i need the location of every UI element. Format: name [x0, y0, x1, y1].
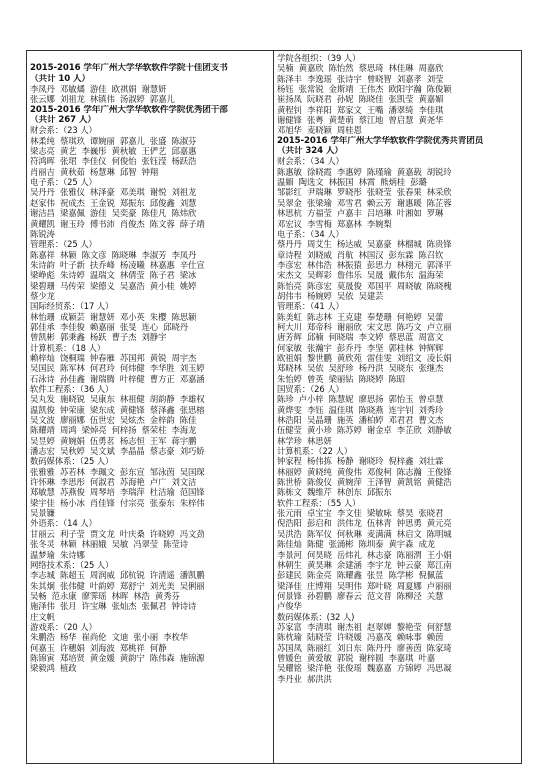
name-list-line: 彭建民 陈金亮 陈耀鑫 张昱 陈学彬 倪佩蓝 — [277, 570, 444, 581]
name-list-line: 苏家富 李清琪 谢杰祖 赵翠婵 黎艳莹 何舒慧 — [277, 621, 452, 632]
name-list-line: 谢健锋 张粤 黄楚萌 蔡江地 曾启慧 黄尧华 — [277, 115, 444, 126]
name-list-line: 章诗程 刘晓威 肖航 林国汉 彭东霖 陈召钦 — [277, 249, 444, 260]
department-heading: 电子系：（25 人） — [30, 177, 97, 188]
name-list-line: 苏国凤 陈丽红 刘日东 陈丹丹 廖善茵 陈家琦 — [277, 642, 452, 653]
name-list-line: 陈世桥 陈俊仪 黄婉萍 王泽智 黄凯铭 黄健浩 — [277, 477, 452, 488]
name-list-line: 邓旭华 麦晓颖 周桂恩 — [277, 125, 362, 136]
name-list-line: 肖丽吉 黄秋茹 杨慧琳 邱智 钟翔 — [30, 166, 159, 177]
name-list-line: 张雅雅 苏若林 李珮文 彭东宣 邹泳茵 吴国琛 — [30, 466, 205, 477]
name-list-line: 张元雨 卓宝宝 李文佳 梁敏咏 蔡昊 张晓君 — [277, 508, 444, 519]
name-list-line: 温媚 陶选文 林振国 林霄 熊炳桂 彭璐 — [277, 177, 427, 188]
name-list-line: 庄文帆 — [30, 611, 55, 622]
name-list-line: 甘丽云 利子莹 贾文龙 叶庆桑 许晓婷 冯文劲 — [30, 528, 205, 539]
section-title: 2015-2016 学年广州大学华软软件学院十佳团支书 — [30, 63, 228, 74]
name-list-line: 吴畅 范永康 廖霁瑶 林晖 林浩 黄秀芬 — [30, 590, 180, 601]
department-heading: 计算机系：（18 人） — [30, 342, 106, 353]
name-list-line: 梁志亮 黄艺 李巍彤 黄秋敏 王俨艺 邱嘉惠 — [30, 146, 197, 157]
department-heading: 网络技术系：（25 人） — [30, 559, 114, 570]
name-list-line: 林学珍 林思妍 — [277, 435, 332, 446]
right-column — [274, 51, 521, 763]
department-heading: 国贸系：（26 人） — [277, 384, 344, 394]
name-list-line: 温凯俊 钟荣康 梁东成 黄健锋 蔡泽鑫 张思榕 — [30, 404, 205, 415]
section-title: （共计 324 人） — [277, 146, 343, 157]
name-list-line: 林思杭 方福莹 卢嘉丰 吕培琳 叶湘如 罗琳 — [277, 208, 444, 219]
department-heading: 管理系：（41 人） — [277, 301, 344, 312]
department-heading: 游戏系：（20 人） — [30, 621, 97, 632]
name-list-line: 梁毅鸿 植政 — [30, 663, 77, 674]
name-list-line: 吴楠 黄嘉欣 陈怡然 蔡思琦 林佳琳 周嘉欣 — [277, 63, 444, 74]
name-list-line: 吴翠金 张梁瑜 邓雪君 赖云芳 谢惠暖 陈芷蓉 — [277, 197, 452, 208]
name-list-line: 邓宏议 李雪梅 郑嘉林 李婉梨 — [277, 218, 392, 229]
name-list-line: 宋杰文 吴辉彩 詹伟乐 吴晟 戴伟东 温海荣 — [277, 270, 444, 281]
name-list-line: 何家敏 张瀚宇 彭乔丹 李坚 郭桂林 钟辉辉 — [277, 342, 444, 353]
name-list-line: 许怀琳 李思彤 何淑君 苏海艳 卢广 刘文洁 — [30, 477, 197, 488]
name-list-line: 陈锐涛 — [30, 228, 55, 239]
document-sheet — [26, 50, 522, 764]
department-heading: 管理系：（25 人） — [30, 239, 97, 250]
name-list-line: 朱怡婷 曾英 梁丽钻 陈晓婷 陈昭 — [277, 373, 406, 384]
name-list-line: 陈栋文 魏维芹 林创东 邱振东 — [277, 487, 392, 498]
name-list-line: 李彦宏 林伟浩 林振猿 彭思力 林栩元 郭泽平 — [277, 259, 452, 270]
name-list-line: 吴昱婷 黄婉娟 伍勇茗 杨志恒 王军 蒋宇鹏 — [30, 435, 197, 446]
name-list-line: 梁碧珊 马传荣 梁德义 吴嘉浩 黄小桂 姚婷 — [30, 280, 197, 291]
name-list-line: 陈惠敏 徐晓霞 李惠婷 陈瑾瑜 黄嘉载 胡锐玲 — [277, 166, 452, 177]
name-list-line: 林柔纯 蔡琪玖 谭婉丽 郭嘉儿 张盛 陈淑芬 — [30, 135, 197, 146]
name-list-line: 朱鹏浩 杨华 崔尚伦 文迪 张小丽 李枚华 — [30, 632, 189, 643]
name-list-line: 曾凯彬 郭秉鑫 杨跃 曹子杰 刘静宇 — [30, 332, 167, 343]
name-list-line: 唐芳辉 邱楠 何晓瑞 李文婷 蔡思蓝 周富文 — [277, 332, 444, 343]
blank-line — [30, 53, 270, 63]
name-list-line: 蔡丹丹 周艾生 杨达威 吴嘉豪 林榴城 陈贵锋 — [277, 239, 452, 250]
name-list-line: 陈枕瑜 陆晓莹 许晓媛 冯嘉茂 赖咏事 赖茵 — [277, 632, 444, 643]
name-list-line: 张冬灵 林颖 林丽娥 吴敏 冯翠莹 陈莹诗 — [30, 539, 189, 550]
name-list-line: 倪浩阳 彭启和 洪伟龙 伍林青 钟思勇 黄元亮 — [277, 518, 452, 529]
name-list-line: 黄耀凯 谢玉玲 傅书沛 肖俊杰 陈文蓉 薛子靖 — [30, 218, 205, 229]
name-list-line: 吴国民 陈军林 何君玲 何炜健 李华胜 刘玉婷 — [30, 363, 205, 374]
name-list-line: 潘志宏 吴秋婷 吴文斌 李晶晶 蔡志豪 刘巧娇 — [30, 446, 205, 457]
name-list-line: 石泳诗 孙佳鑫 谢瑞腾 叶梓健 曹方正 邓嘉涵 — [30, 373, 205, 384]
name-list-line: 符鸿晖 张珺 李佳仪 何俊怡 张钰滢 杨跃浩 — [30, 156, 197, 167]
name-list-line: 欧祖娟 黎世鹏 黄欣苑 雷佳雯 刘绍文 凌长娟 — [277, 352, 452, 363]
name-list-line: 李丹业 郝洪洪 — [277, 673, 332, 684]
name-list-line: 陈耀靖 周鸿 梁焯亮 何梓扬 蔡荣柱 李海龙 — [30, 425, 197, 436]
department-heading: 学院各组织：（39 人） — [277, 53, 361, 63]
name-list-line: 郭佳承 李佳俊 赖嘉丽 张旻 连心 邱晓丹 — [30, 321, 189, 332]
name-list-line: 陈泽丰 李逸瑶 张诗宇 曾晓智 刘嘉孝 刘莹 — [277, 73, 444, 84]
name-list-line: 胡伟韦 杨婉婷 吴依 吴建芸 — [277, 290, 384, 301]
name-list-line: 梁宇佳 杨小冰 肖佳锋 付宗亮 张泰东 朱梓伟 — [30, 497, 205, 508]
name-list-line: 吴文波 廖丽娜 伍世宏 吴炫杰 金梓韵 陈佳 — [30, 415, 197, 426]
name-list-line: 李凤丹 邓敏燏 游佳 欧祺娟 谢慧妍 — [30, 84, 167, 95]
section-title: （共计 267 人） — [30, 115, 96, 126]
name-list-line: 吴丸发 施晓锐 吴康东 林祖健 胡韵静 李雄权 — [30, 394, 205, 405]
name-list-line: 杨钰 张常锐 金斯靖 王伟杰 欧阳宇瀚 陈俊颖 — [277, 84, 452, 95]
name-list-line: 赵家伟 祝成杰 王金锐 郑振东 邱俊鑫 刘慧 — [30, 197, 197, 208]
name-list-line: 陈锦寅 郑培贤 黄金媛 黄韵宁 陈伟森 施锦源 — [30, 652, 205, 663]
name-list-line: 林怡珊 成颖芸 谢慧妍 邓小英 朱樱 陈思颖 — [30, 311, 197, 322]
name-list-line: 谢洁昌 梁嘉佩 游佳 吴奕豪 陈佳凡 陈炜欣 — [30, 208, 197, 219]
name-list-line: 陈怡亮 陈彦宏 莫晟俊 邓国平 周晓敏 陈晓槐 — [277, 280, 452, 291]
name-list-line: 梁峥彪 朱诗婷 温瑞文 林倩莹 陈子君 梁冰 — [30, 270, 197, 281]
name-list-line: 钟家程 杨伟拣 杨静 谢晓玲 倪梓鑫 刘壮霖 — [277, 456, 444, 467]
name-list-line: 林丽婷 黄晓纯 黄俊伟 邓俊柯 陈志瀚 王俊锋 — [277, 466, 452, 477]
department-heading: 财会系：（34 人） — [277, 156, 344, 167]
name-list-line: 黄烨雯 李钰 温佳琪 陈晓燕 连宇钊 刘秀玲 — [277, 404, 444, 415]
department-heading: 软件工程系：（55 人） — [277, 497, 361, 508]
name-list-line: 蔡少龙 — [30, 290, 55, 301]
name-list-line: 柯大川 郑帝科 谢丽欣 宋文思 陈巧文 卢立丽 — [277, 321, 452, 332]
name-list-line: 林朝生 黄昊琳 余建涵 李宇龙 钟云豪 郑江南 — [277, 559, 452, 570]
name-list-line: 李景河 何昊晓 岳炜礼 林志豪 陈丽渭 王小娟 — [277, 549, 452, 560]
name-list-line: 吴丹丹 张雅仪 林泽豪 邓美琪 谢悦 刘祖龙 — [30, 187, 197, 198]
name-list-line: 陈珍 卢小梓 陈慧妮 廖思扬 郭怡玉 曾卓慧 — [277, 394, 444, 405]
name-list-line: 朱其炯 张伟健 叶韵婷 郑舒宁 刘光美 吴俐丽 — [30, 580, 205, 591]
name-list-line: 黄程钊 李祥阳 郑家文 王嘴 潘翠绮 李佳琪 — [277, 104, 444, 115]
department-heading: 财会系：（23 人） — [30, 125, 97, 136]
section-title: （共计 10 人） — [30, 73, 91, 84]
name-list-line: 伍健莹 黄小珍 陈苏婷 谢金卓 李芷欣 刘静敏 — [277, 425, 452, 436]
name-list-line: 陈嘉祥 林颖 陈文彦 陈晓琳 李淑芳 李凤丹 — [30, 249, 197, 260]
name-list-line: 陈佳灿 陈健 张涌彬 陈圳泰 黄宇森 成龙 — [277, 539, 436, 550]
name-list-line: 李志城 陈超玉 周润威 邱杭锐 许清遥 潘凯鹏 — [30, 570, 205, 581]
name-list-line: 吴洪浩 陈军仪 何秋琳 麦满满 林启文 陈明城 — [277, 528, 452, 539]
name-list-line: 施泽伟 张月 许宝琳 张灿杰 张佩君 钟诗诗 — [30, 601, 197, 612]
name-list-line: 卢俊华 — [277, 601, 302, 612]
name-list-line: 梁泽佳 庄博翔 吴明伟 郑叶晓 周夏娜 卢丽丽 — [277, 580, 452, 591]
department-heading: 外语系：（14 人） — [30, 518, 97, 529]
name-list-line: 林浩阳 吴晶珊 施英 潘柏婷 邓君君 曹文杰 — [277, 415, 444, 426]
name-list-line: 何嘉玉 许穗娟 刘海波 郑桃祥 何静 — [30, 642, 167, 653]
department-heading: 数码媒体系：（25 人） — [30, 456, 114, 467]
name-list-line: 陈美虹 陈志林 王克建 奉楚珊 何艳婷 吴蕾 — [277, 311, 444, 322]
name-list-line: 吴耀铭 梁洋艳 张俊瑶 魏嘉嘉 方锦婷 冯思凝 — [277, 663, 452, 674]
department-heading: 国际经贸系：（17 人） — [30, 301, 114, 312]
name-list-line: 崔扬凤 阮晓君 孙妮 陈晓佳 张凯莹 黄嘉媚 — [277, 94, 444, 105]
name-list-line: 邹影红 尹瑞琳 罗晓彤 张晓莹 张春果 林采欣 — [277, 187, 452, 198]
name-list-line: 朱诗韵 叶子新 扶乔峰 杨凌曦 林嘉惠 辛仕宣 — [30, 259, 205, 270]
section-title: 2015-2016 学年广州大学华软软件学院优秀共青团员 — [277, 135, 484, 146]
name-list-line: 何景锋 孙碧鹏 廖春云 范文晋 陈柳泾 关慧 — [277, 590, 444, 601]
department-heading: 软件工程系：（36 人） — [30, 384, 114, 394]
department-heading: 计算机系：（22 人） — [277, 446, 353, 457]
name-list-line: 温梦瑜 朱诗娜 — [30, 549, 85, 560]
section-title: 2015-2016 学年广州大学华软软件学院优秀团干部 — [30, 104, 228, 115]
department-heading: 电子系：（34 人） — [277, 228, 344, 239]
name-list-line: 郑敏慧 苏燕俊 周琴培 李瑞萍 杜洁瑜 范国锋 — [30, 487, 205, 498]
name-list-line: 曾媛色 黄爱敏 郭锐 谢梓圆 李嘉琪 叶嘉 — [277, 652, 436, 663]
left-column — [27, 51, 274, 763]
department-heading: 数码媒体系：(32 人) — [277, 611, 355, 622]
name-list-line: 吴景镰 — [30, 508, 55, 519]
name-list-line: 张云娜 刘祖龙 林镇伟 汤淑婷 郭嘉儿 — [30, 94, 175, 105]
name-list-line: 赖梓灿 饶桐瑞 钟春雁 苏国邦 黄锐 周宇杰 — [30, 352, 197, 363]
name-list-line: 郑晓林 吴依 吴舒珍 杨丹洪 吴晓东 张继杰 — [277, 363, 444, 374]
